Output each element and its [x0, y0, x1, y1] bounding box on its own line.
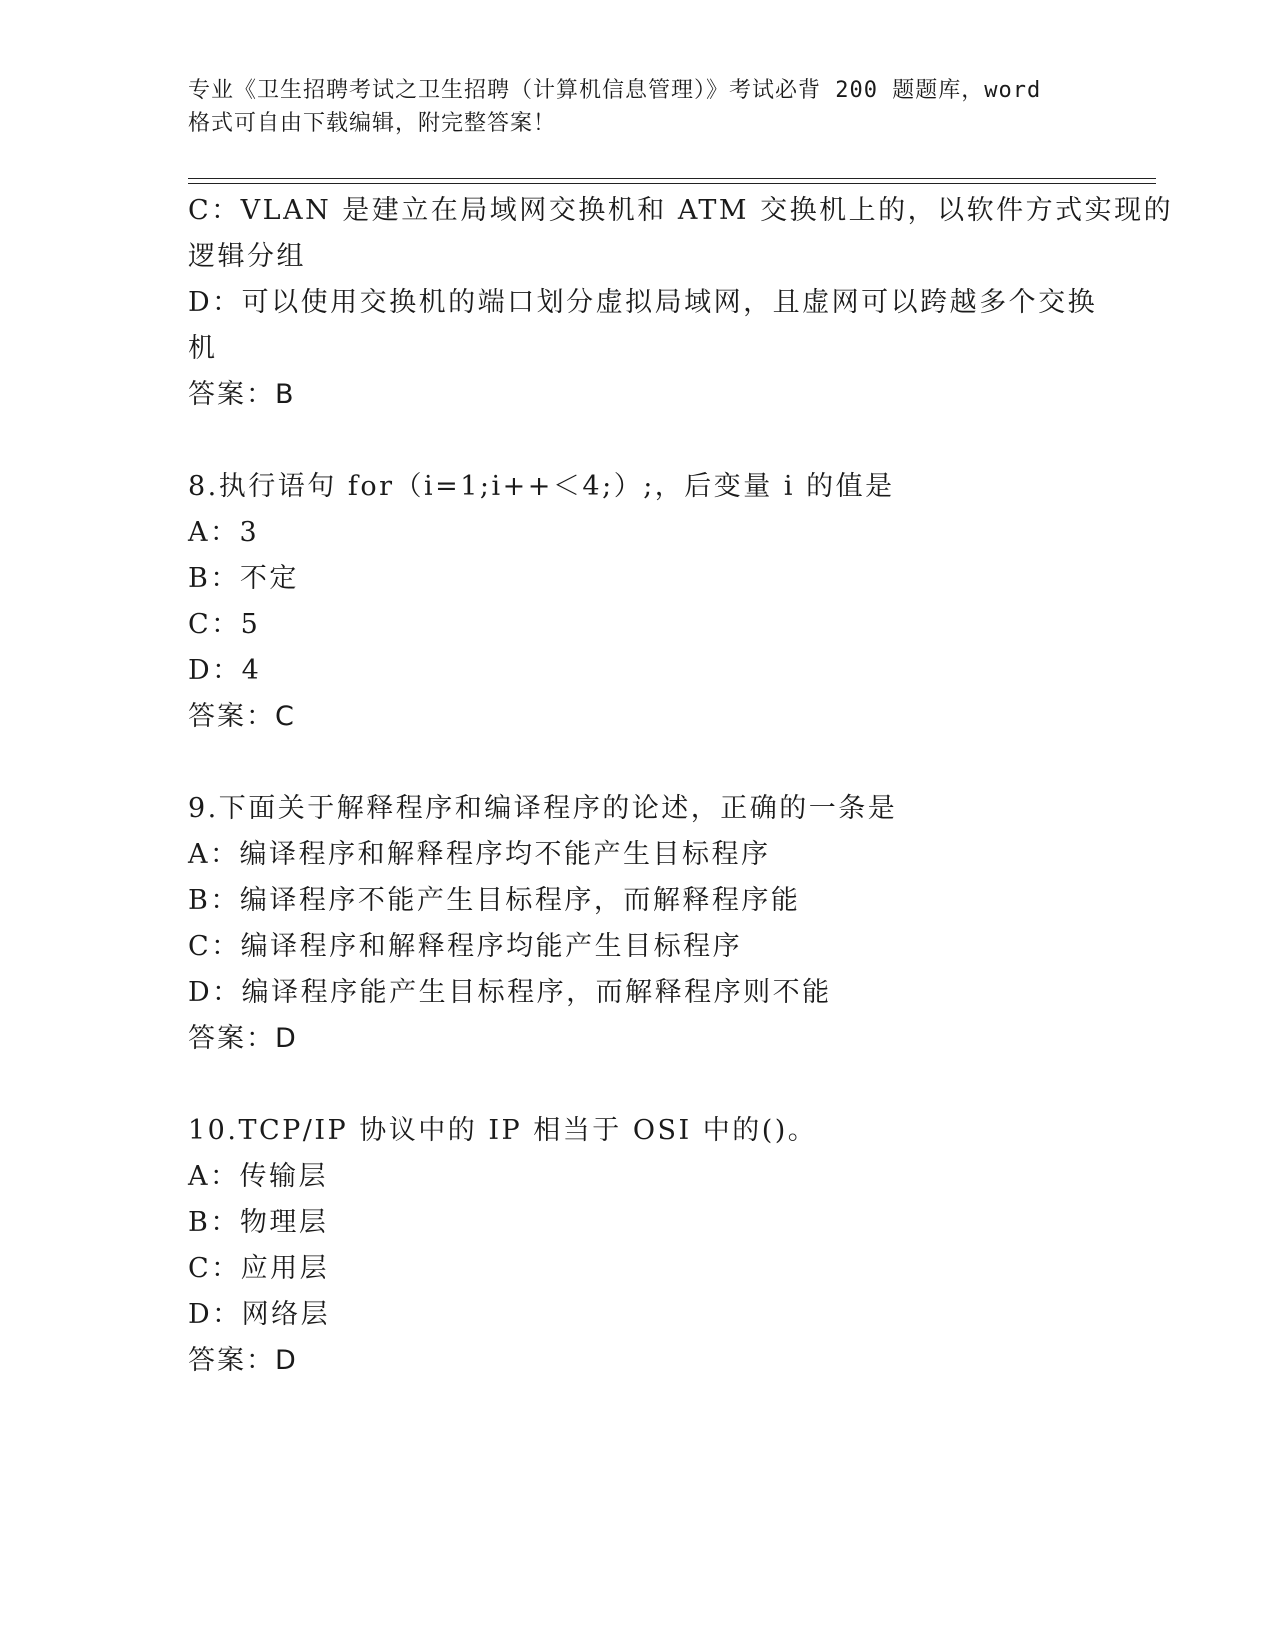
- answer-line: 答案：D: [188, 1345, 298, 1376]
- option-d: D：网络层: [188, 1299, 331, 1330]
- spacer: [188, 740, 1088, 786]
- header-line-2: 格式可自由下载编辑，附完整答案！: [188, 111, 557, 136]
- document-header: [188, 74, 1088, 140]
- question-stem: 8.执行语句 for（i=1;i++＜4;）;，后变量 i 的值是: [188, 471, 895, 502]
- option-a: A：传输层: [188, 1161, 328, 1192]
- option-c: C：5: [188, 609, 261, 640]
- question-8: [188, 464, 1088, 740]
- option-d: D：编译程序能产生目标程序，而解释程序则不能: [188, 977, 832, 1008]
- option-line: D：可以使用交换机的端口划分虚拟局域网，且虚网可以跨越多个交换: [188, 287, 1098, 318]
- option-b: B：物理层: [188, 1207, 329, 1238]
- header-divider-top: [188, 178, 1156, 179]
- question-9: [188, 786, 1088, 1062]
- question-10: [188, 1108, 1088, 1384]
- option-a: A：3: [188, 517, 260, 548]
- option-c: C：编译程序和解释程序均能产生目标程序: [188, 931, 743, 962]
- spacer: [188, 418, 1088, 464]
- option-b: B：不定: [188, 563, 299, 594]
- option-c: C：应用层: [188, 1253, 330, 1284]
- header-divider-bottom: [188, 183, 1156, 184]
- option-a: A：编译程序和解释程序均不能产生目标程序: [188, 839, 771, 870]
- option-d: D：4: [188, 655, 262, 686]
- answer-line: 答案：B: [188, 379, 296, 410]
- header-line-1: 专业《卫生招聘考试之卫生招聘（计算机信息管理）》考试必背 200 题题库，word: [188, 78, 1042, 103]
- question-7-continuation: [188, 188, 1174, 418]
- question-stem: 10.TCP/IP 协议中的 IP 相当于 OSI 中的()。: [188, 1115, 818, 1146]
- option-b: B：编译程序不能产生目标程序，而解释程序能: [188, 885, 801, 916]
- option-line: C：VLAN 是建立在局域网交换机和 ATM 交换机上的，以软件方式实现的: [188, 195, 1174, 226]
- option-line: 逻辑分组: [188, 241, 306, 272]
- spacer: [188, 1062, 1088, 1108]
- answer-line: 答案：D: [188, 1023, 298, 1054]
- option-line: 机: [188, 333, 218, 364]
- document-body: [188, 188, 1174, 1384]
- answer-line: 答案：C: [188, 701, 296, 732]
- question-stem: 9.下面关于解释程序和编译程序的论述，正确的一条是: [188, 793, 898, 824]
